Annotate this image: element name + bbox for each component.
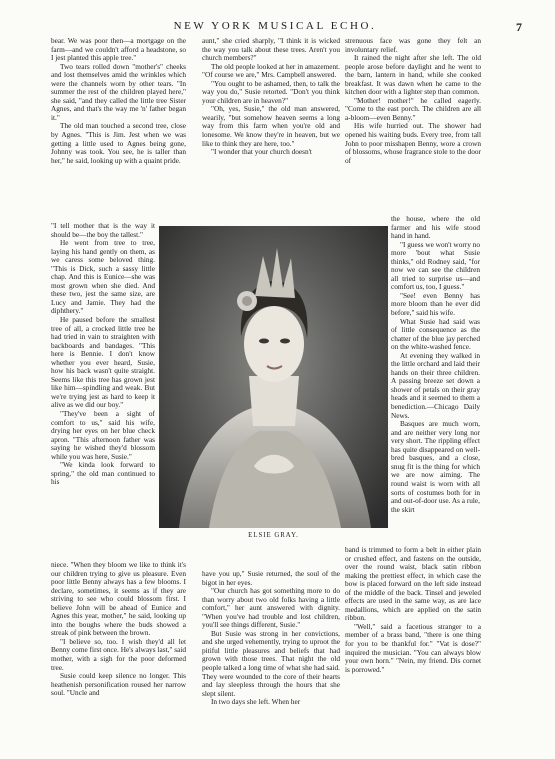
paragraph: "See! even Benny has more bloom than he ever did before," said his wife. — [391, 290, 480, 318]
paragraph: aunt," she cried sharply, "I think it is wicked the way you talk about these trees. Aren't you church members?" — [202, 36, 340, 63]
column-1-beside-photo — [51, 222, 155, 487]
column-3-bottom — [345, 546, 481, 674]
paragraph: Basques are much worn, and are neither very long nor very short. The rippling effect has quite disappeared on well-bred basques, and a close, snug fit is the thing for which we are now aiming. The round waist is worn with all sorts of costumes both for in and out-of-door use. As a rule, the skirt — [391, 419, 480, 514]
portrait-photo — [159, 226, 388, 528]
paragraph: the house, where the old farmer and his wife stood hand in hand. — [391, 214, 480, 241]
column-3-beside-photo — [391, 215, 480, 514]
paragraph: Susie could keep silence no longer. This heathenish personification roused her narrow soul. "Uncle and — [51, 671, 186, 698]
paragraph: At evening they walked in the little orchard and laid their hands on their three children. A passing breeze set down a shower of petals on their gray heads and it seemed to them a benediction.—Chicago Daily News. — [391, 350, 480, 420]
column-1-bottom — [51, 561, 186, 698]
paragraph: strenuous face was gone they felt an involuntary relief. — [345, 36, 481, 54]
paragraph: The old people looked at her in amazement. "Of course we are," Mrs. Campbell answered. — [202, 61, 340, 80]
paragraph: "I guess we won't worry no more 'bout what Susie thinks," old Rodney said, "for now we can see the children all tried to surprise us—and comfort us, too, I guess." — [391, 239, 480, 292]
paragraph: niece. "When they bloom we like to think it's our children trying to give us pleasure. Even poor little Benny always has a few blooms. I declare, sometimes, it seems as if they are striving to see who could blossom first. I believe John will be ahead of Eunice and Agnes this year, mother," he said, looking up into the boughs where the buds showed a streak of pink between the brown. — [51, 560, 186, 638]
paragraph: have you up," Susie returned, the soul of the bigot in her eyes. — [202, 569, 340, 587]
column-2-top — [202, 37, 340, 157]
page-number: 7 — [516, 20, 522, 34]
paragraph: "You ought to be ashamed, then, to talk the way you do," Susie retorted. "Don't you think your children are in heaven?" — [202, 78, 340, 105]
column-2-bottom — [202, 570, 340, 707]
paragraph: It rained the night after she left. The old people arose before daylight and he went to the barn, lantern in hand, while she cooked breakfast. It was dawn when he came to the kitchen door with a lighter step than common. — [345, 53, 481, 97]
photo-caption: ELSIE GRAY. — [248, 532, 299, 539]
column-1-top — [51, 37, 186, 165]
paragraph: "Oh, yes, Susie," the old man answered, wearily, "but somehow heaven seems a long way from this farm when you're old and lonesome. We know they're in heaven, but we like to think they are here, too." — [202, 104, 340, 148]
paragraph: "We kinda look forward to spring," the old man continued to his — [51, 460, 155, 487]
paragraph: "Our church has got something more to do than worry about two old folks having a little comfort," her aunt answered with dignity. "When you've had trouble and lost children, you'll see things different, Susie." — [202, 586, 340, 630]
paragraph: "I wonder that your church doesn't — [211, 147, 312, 157]
paragraph: Two tears rolled down "mother's" cheeks and lost themselves amid the wrinkles which were the channels worn by other tears. "In summer the rest of the children played here," she said, "and they called the little tree Sister Agnes, and that's the way me 'n' father began it." — [51, 61, 186, 122]
paragraph: He paused before the smallest tree of all, a crocked little tree he had tried in vain to straighten with backboards and bandages. "This here is Bennie. I don't know whether you ever heard, Susie, how his back wasn't quite straight. Seems like this tree has grown jest like him—spindling and weak. But we're trying jest as hard to keep it alive as we did our boy." — [51, 315, 155, 410]
paragraph: band is trimmed to form a belt in either plain or crushed effect, and fastens on the outside, over the round waist, black satin ribbon making the prettiest effect, in which case the bow is placed forward on the left side instead of the middle of the back. Tinsel and jeweled effects are used in the same way, as are lace medallions, which are applied on the satin ribbon. — [345, 545, 481, 623]
paragraph: "I tell mother that is the way it should be—the boy the tallest." — [51, 221, 155, 239]
paragraph: In two days she left. When her — [211, 697, 301, 707]
paragraph: But Susie was strong in her convictions, and she urged vehemently, trying to uproot the pitiful little pleasures and beliefs that had grown with those trees. That night the old people talked a long time of what she had said. They were wounded to the core of their hearts and lay sleepless through the hours that she slept silent. — [202, 628, 340, 698]
column-3-top — [345, 37, 481, 165]
portrait-illustration — [159, 226, 388, 528]
paragraph: "Well," said a facetious stranger to a member of a brass band, "there is one thing for you to be thankful for." "Vat is dose?" inquired the musician. "You can always blow your own horn." "Nein, my friend. Dis cornet is porrowed." — [345, 621, 481, 674]
paragraph: What Susie had said was of little consequence as the chatter of the blue jay perched on the white-washed fence. — [391, 316, 480, 352]
paragraph: "Mother! mother!" he called eagerly. "Come to the east porch. The children are all a-bloom—even Benny." — [345, 95, 481, 122]
running-header: NEW YORK MUSICAL ECHO. — [173, 20, 377, 32]
paragraph: The old man touched a second tree, close by Agnes. "This is Jim. Jest when we was getting a little used to Agnes being gone, Johnny was took. You see, he is taller than her," he said, looking up with a quaint pride. — [51, 121, 186, 165]
paragraph: "They've been a sight of comfort to us," said his wife, drying her eyes on her blue check apron. "This afternoon father was saying he wished they'd blossom while you was here, Susie." — [51, 409, 155, 461]
paragraph: His wife hurried out. The shower had opened his waiting buds. Every tree, from tall John to poor misshapen Benny, wore a crown of blossoms, whose fragrance stole to the door of — [345, 121, 481, 165]
paragraph: bear. We was poor then—a mortgage on the farm—and we couldn't afford a headstone, so I jest planted this apple tree." — [51, 36, 186, 63]
paragraph: He went from tree to tree, laying his hand gently on them, as we caress some beloved thing. "This is Dick, such a sassy little chap. And this is Eunice—she was most grown when she died. And these two, jest the same size, are Lucy and Jamie. They had the diphthery." — [51, 238, 155, 316]
paragraph: "I believe so, too. I wish they'd all let Benny come first once. He's always last," said mother, with a sigh for the poor deformed tree. — [51, 636, 186, 672]
